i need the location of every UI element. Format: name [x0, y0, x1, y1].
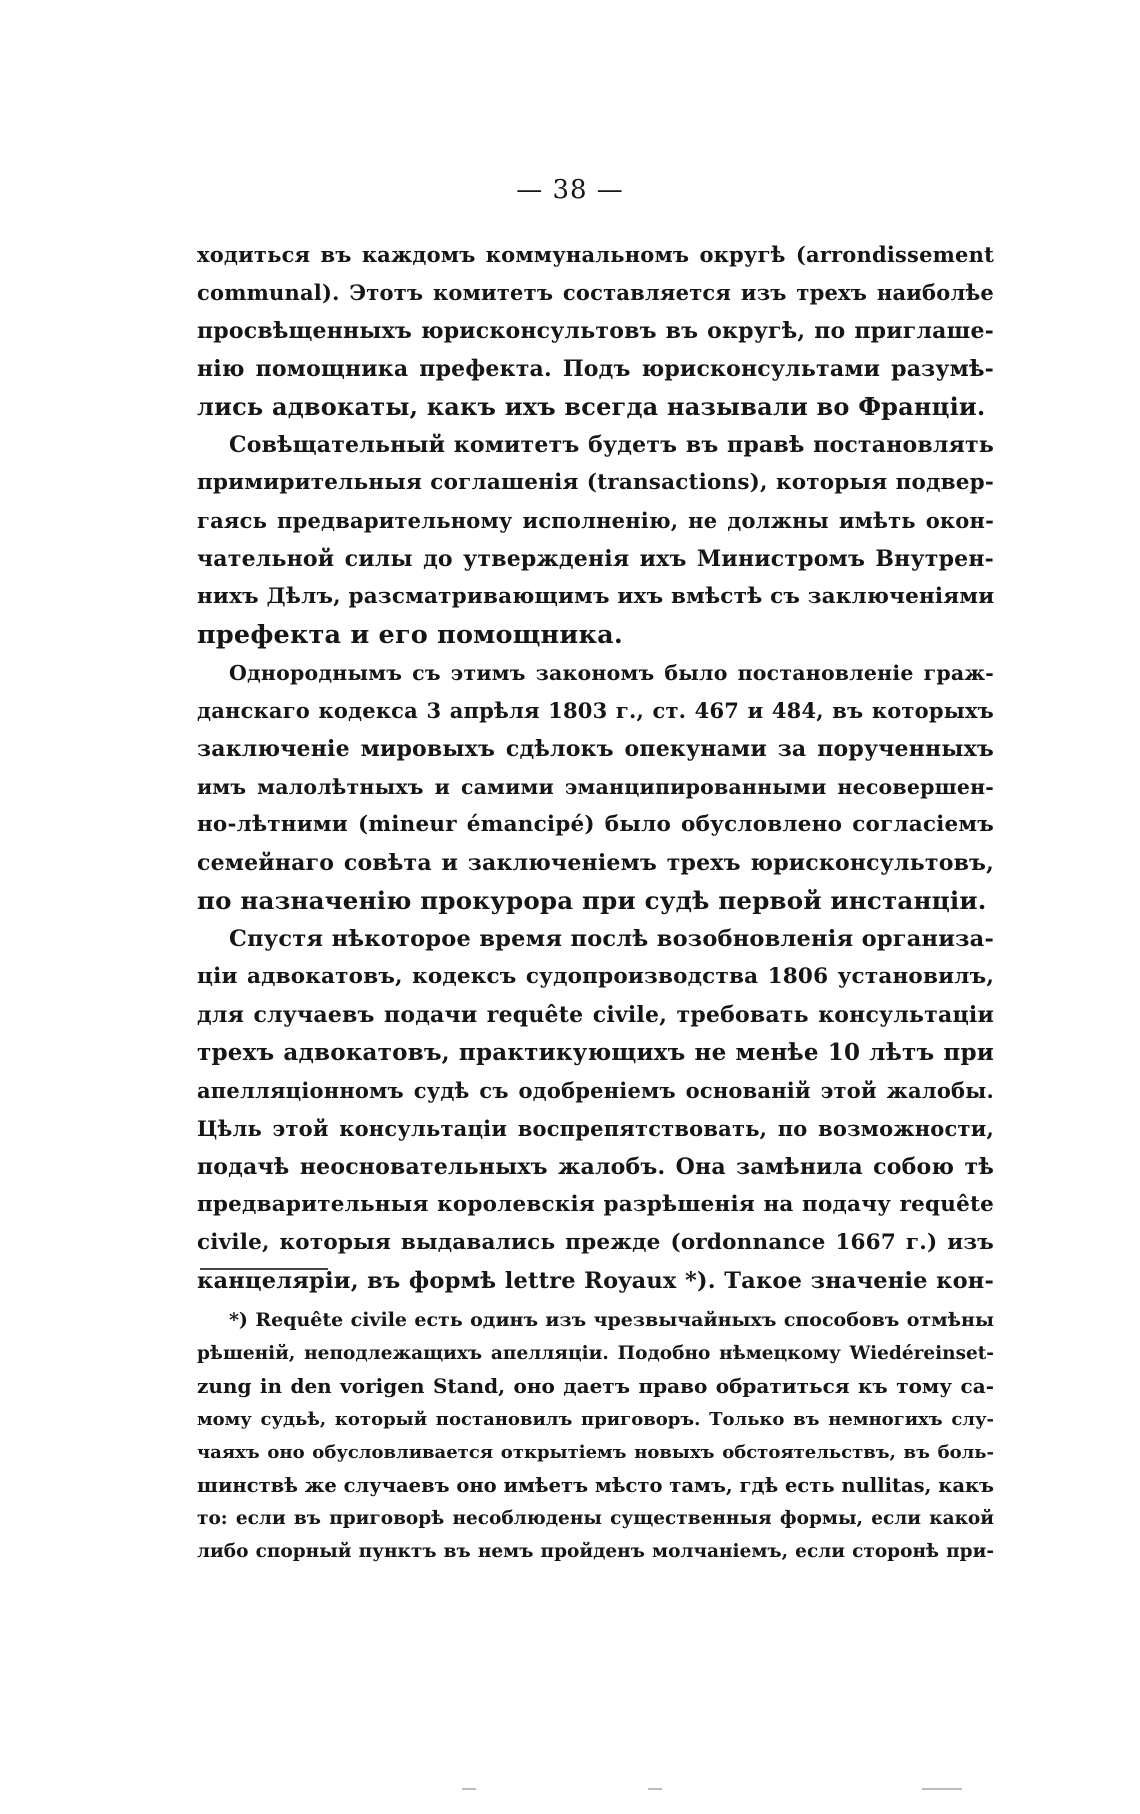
text-line: чательной силы до утвержденія ихъ Министромъ Внутрен- — [197, 546, 994, 572]
text-line: просвѣщенныхъ юрисконсультовъ въ округѣ, по приглаше- — [197, 318, 994, 344]
text-line: предварительныя королевскія разрѣшенія на подачу requête — [197, 1192, 994, 1217]
text-line: семейнаго совѣта и заключеніемъ трехъ юрисконсультовъ, — [197, 850, 994, 876]
footnote-separator — [200, 1268, 328, 1270]
text-line: Цѣль этой консультаціи воспрепятствовать, по возможности, — [197, 1116, 994, 1141]
text-line: ціи адвокатовъ, кодексъ судопроизводства 1806 установилъ, — [197, 964, 994, 989]
footnote-line: либо спорный пунктъ въ немъ пройденъ молчаніемъ, если сторонѣ при- — [197, 1541, 994, 1562]
text-line: лись адвокаты, какъ ихъ всегда называли во Франціи. — [197, 392, 986, 421]
text-line: трехъ адвокатовъ, практикующихъ не менѣе 10 лѣтъ при — [197, 1039, 994, 1066]
text-line: канцеляріи, въ формѣ lettre Royaux *). Такое значеніе кон- — [197, 1268, 994, 1294]
text-line: заключеніе мировыхъ сдѣлокъ опекунами за порученныхъ — [197, 736, 994, 762]
text-line: апелляціонномъ судѣ съ одобреніемъ основаній этой жалобы. — [197, 1078, 994, 1103]
text-line: данскаго кодекса 3 апрѣля 1803 г., ст. 467 и 484, въ которыхъ — [197, 698, 994, 723]
footnote-line: zung in den vorigen Stand, оно даетъ право обратиться къ тому са- — [197, 1374, 994, 1398]
text-line: communal). Этотъ комитетъ составляется изъ трехъ наиболѣе — [197, 280, 994, 305]
text-line: Спустя нѣкоторое время послѣ возобновленія организа- — [229, 926, 994, 952]
footnote-line: шинствѣ же случаевъ оно имѣетъ мѣсто тамъ, гдѣ есть nullitas, какъ — [197, 1474, 994, 1497]
text-line: примирительныя соглашенія (transactions), которыя подвер- — [197, 470, 994, 495]
main-text — [197, 236, 994, 1300]
footnote-line: то: если въ приговорѣ несоблюдены существенныя формы, если какой — [197, 1508, 994, 1529]
text-line: но-лѣтними (mineur émancipé) было обусловлено согласіемъ — [197, 812, 994, 837]
footnote-line: *) Requête civile есть одинъ изъ чрезвычайныхъ способовъ отмѣны — [229, 1309, 994, 1331]
footnote-line: рѣшеній, неподлежащихъ апелляціи. Подобно нѣмецкому Wiedéreinset- — [197, 1343, 994, 1364]
text-line: для случаевъ подачи requête civile, требовать консультаціи — [197, 1002, 994, 1028]
text-line: civile, которыя выдавались прежде (ordonnance 1667 г.) изъ — [197, 1230, 994, 1255]
text-line: нію помощника префекта. Подъ юрисконсультами разумѣ- — [197, 356, 994, 382]
text-line: по назначенію прокурора при судѣ первой инстанціи. — [197, 886, 987, 915]
footnote-line: мому судьѣ, который постановилъ приговоръ. Только въ немногихъ слу- — [197, 1409, 994, 1430]
footnote — [197, 1304, 994, 1568]
text-line: нихъ Дѣлъ, разсматривающимъ ихъ вмѣстѣ съ заключеніями — [197, 584, 995, 609]
text-line: гаясь предварительному исполненію, не должны имѣть окон- — [197, 508, 994, 533]
text-line: Совѣщательный комитетъ будетъ въ правѣ постановлять — [229, 432, 994, 458]
page-edge-marks — [0, 1788, 1140, 1792]
text-line: Однороднымъ съ этимъ закономъ было постановленіе граж- — [229, 661, 994, 685]
page-number: — 38 — — [516, 175, 624, 205]
text-line: имъ малолѣтныхъ и самими эманципированными несовершен- — [197, 775, 994, 799]
text-line: префекта и его помощника. — [197, 620, 623, 650]
footnote-line: чаяхъ оно обусловливается открытіемъ новыхъ обстоятельствъ, въ боль- — [197, 1442, 994, 1463]
text-line: подачѣ неосновательныхъ жалобъ. Она замѣнила собою тѣ — [197, 1154, 994, 1180]
text-line: ходиться въ каждомъ коммунальномъ округѣ (arrondissement — [197, 242, 994, 267]
